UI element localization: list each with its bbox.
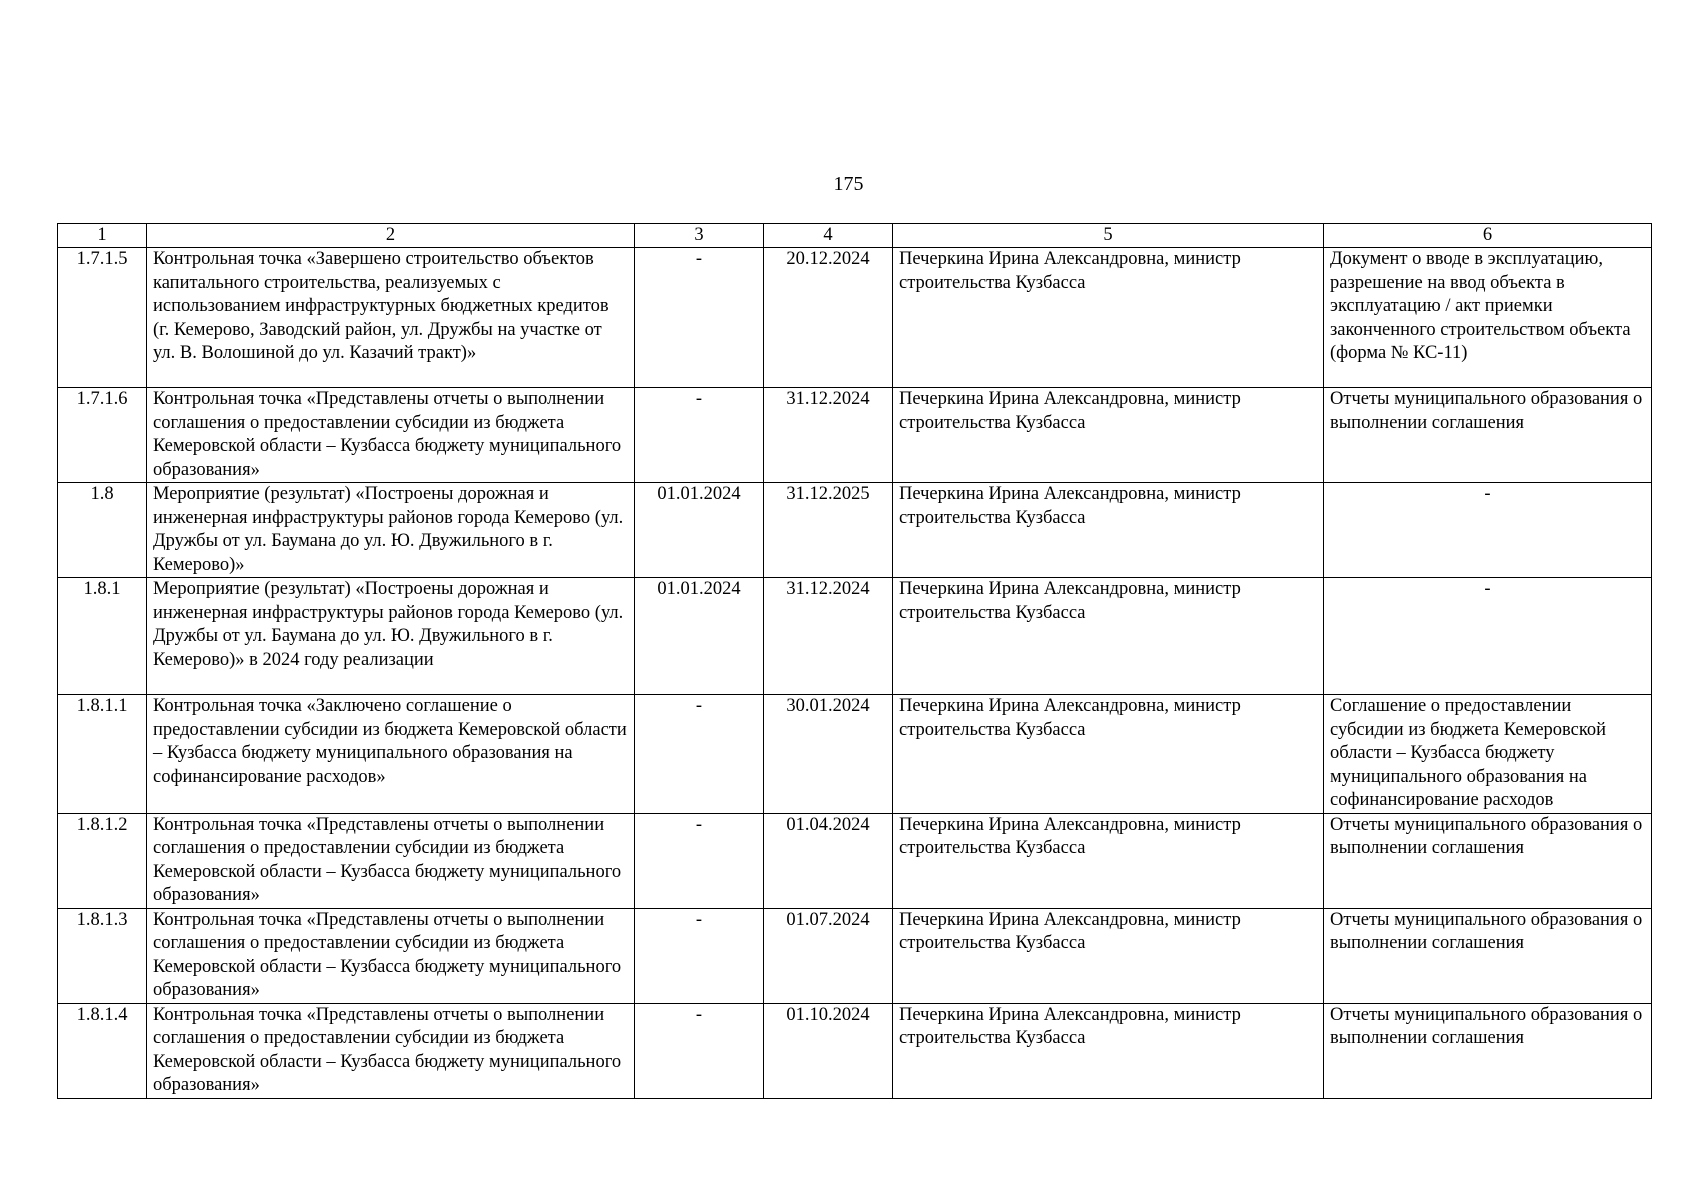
table-row bbox=[58, 813, 1652, 908]
col-header-start: 3 bbox=[635, 224, 764, 248]
row-name: Мероприятие (результат) «Построены дорожная и инженерная инфраструктуры районов города Кемерово (ул. Дружбы от ул. Баумана до ул. Ю. Двужильного в г. Кемерово)» в 2024 году реализации bbox=[147, 578, 635, 695]
row-start-date: - bbox=[635, 908, 764, 1003]
row-number: 1.8 bbox=[58, 483, 147, 578]
row-name: Контрольная точка «Представлены отчеты о выполнении соглашения о предоставлении субсидии из бюджета Кемеровской области – Кузбасса бюджету муниципального образования» bbox=[147, 813, 635, 908]
row-number: 1.8.1.3 bbox=[58, 908, 147, 1003]
row-number: 1.7.1.5 bbox=[58, 248, 147, 388]
col-header-responsible: 5 bbox=[893, 224, 1324, 248]
header-row bbox=[58, 224, 1652, 248]
row-document: Отчеты муниципального образования о выполнении соглашения bbox=[1324, 908, 1652, 1003]
row-number: 1.8.1 bbox=[58, 578, 147, 695]
table-row bbox=[58, 248, 1652, 388]
row-start-date: - bbox=[635, 695, 764, 814]
row-document: Отчеты муниципального образования о выполнении соглашения bbox=[1324, 1003, 1652, 1098]
row-responsible: Печеркина Ирина Александровна, министр строительства Кузбасса bbox=[893, 1003, 1324, 1098]
row-responsible: Печеркина Ирина Александровна, министр строительства Кузбасса bbox=[893, 695, 1324, 814]
row-document: Соглашение о предоставлении субсидии из бюджета Кемеровской области – Кузбасса бюджету муниципального образования на софинансирование расходов bbox=[1324, 695, 1652, 814]
row-name: Контрольная точка «Представлены отчеты о выполнении соглашения о предоставлении субсидии из бюджета Кемеровской области – Кузбасса бюджету муниципального образования» bbox=[147, 908, 635, 1003]
row-end-date: 31.12.2025 bbox=[764, 483, 893, 578]
row-start-date: 01.01.2024 bbox=[635, 578, 764, 695]
row-end-date: 20.12.2024 bbox=[764, 248, 893, 388]
row-start-date: - bbox=[635, 1003, 764, 1098]
col-header-name: 2 bbox=[147, 224, 635, 248]
table-row bbox=[58, 578, 1652, 695]
page-number: 175 bbox=[833, 173, 864, 195]
row-number: 1.7.1.6 bbox=[58, 388, 147, 483]
row-end-date: 30.01.2024 bbox=[764, 695, 893, 814]
row-end-date: 31.12.2024 bbox=[764, 578, 893, 695]
row-name: Контрольная точка «Завершено строительство объектов капитального строительства, реализуемых с использованием инфраструктурных бюджетных кредитов (г. Кемерово, Заводский район, ул. Дружбы на участке от ул. В. Волошиной до ул. Казачий тракт)» bbox=[147, 248, 635, 388]
table-row bbox=[58, 695, 1652, 814]
row-end-date: 01.04.2024 bbox=[764, 813, 893, 908]
row-start-date: - bbox=[635, 813, 764, 908]
row-document: Документ о вводе в эксплуатацию, разрешение на ввод объекта в эксплуатацию / акт приемки законченного строительством объекта (форма № КС-11) bbox=[1324, 248, 1652, 388]
row-number: 1.8.1.4 bbox=[58, 1003, 147, 1098]
row-end-date: 01.10.2024 bbox=[764, 1003, 893, 1098]
col-header-num: 1 bbox=[58, 224, 147, 248]
row-responsible: Печеркина Ирина Александровна, министр строительства Кузбасса bbox=[893, 248, 1324, 388]
row-document: - bbox=[1324, 578, 1652, 695]
row-name: Контрольная точка «Представлены отчеты о выполнении соглашения о предоставлении субсидии из бюджета Кемеровской области – Кузбасса бюджету муниципального образования» bbox=[147, 1003, 635, 1098]
row-document: Отчеты муниципального образования о выполнении соглашения bbox=[1324, 388, 1652, 483]
table-row bbox=[58, 908, 1652, 1003]
table-row bbox=[58, 483, 1652, 578]
row-responsible: Печеркина Ирина Александровна, министр строительства Кузбасса bbox=[893, 813, 1324, 908]
plan-table bbox=[57, 223, 1652, 1099]
row-responsible: Печеркина Ирина Александровна, министр строительства Кузбасса bbox=[893, 388, 1324, 483]
row-name: Мероприятие (результат) «Построены дорожная и инженерная инфраструктуры районов города Кемерово (ул. Дружбы от ул. Баумана до ул. Ю. Двужильного в г. Кемерово)» bbox=[147, 483, 635, 578]
row-document: - bbox=[1324, 483, 1652, 578]
row-responsible: Печеркина Ирина Александровна, министр строительства Кузбасса bbox=[893, 908, 1324, 1003]
row-responsible: Печеркина Ирина Александровна, министр строительства Кузбасса bbox=[893, 578, 1324, 695]
row-start-date: 01.01.2024 bbox=[635, 483, 764, 578]
row-start-date: - bbox=[635, 248, 764, 388]
row-end-date: 31.12.2024 bbox=[764, 388, 893, 483]
row-number: 1.8.1.1 bbox=[58, 695, 147, 814]
row-responsible: Печеркина Ирина Александровна, министр строительства Кузбасса bbox=[893, 483, 1324, 578]
col-header-document: 6 bbox=[1324, 224, 1652, 248]
col-header-end: 4 bbox=[764, 224, 893, 248]
table-row bbox=[58, 388, 1652, 483]
row-document: Отчеты муниципального образования о выполнении соглашения bbox=[1324, 813, 1652, 908]
row-name: Контрольная точка «Заключено соглашение о предоставлении субсидии из бюджета Кемеровской области – Кузбасса бюджету муниципального образования на софинансирование расходов» bbox=[147, 695, 635, 814]
row-name: Контрольная точка «Представлены отчеты о выполнении соглашения о предоставлении субсидии из бюджета Кемеровской области – Кузбасса бюджету муниципального образования» bbox=[147, 388, 635, 483]
row-end-date: 01.07.2024 bbox=[764, 908, 893, 1003]
row-number: 1.8.1.2 bbox=[58, 813, 147, 908]
table-row bbox=[58, 1003, 1652, 1098]
row-start-date: - bbox=[635, 388, 764, 483]
